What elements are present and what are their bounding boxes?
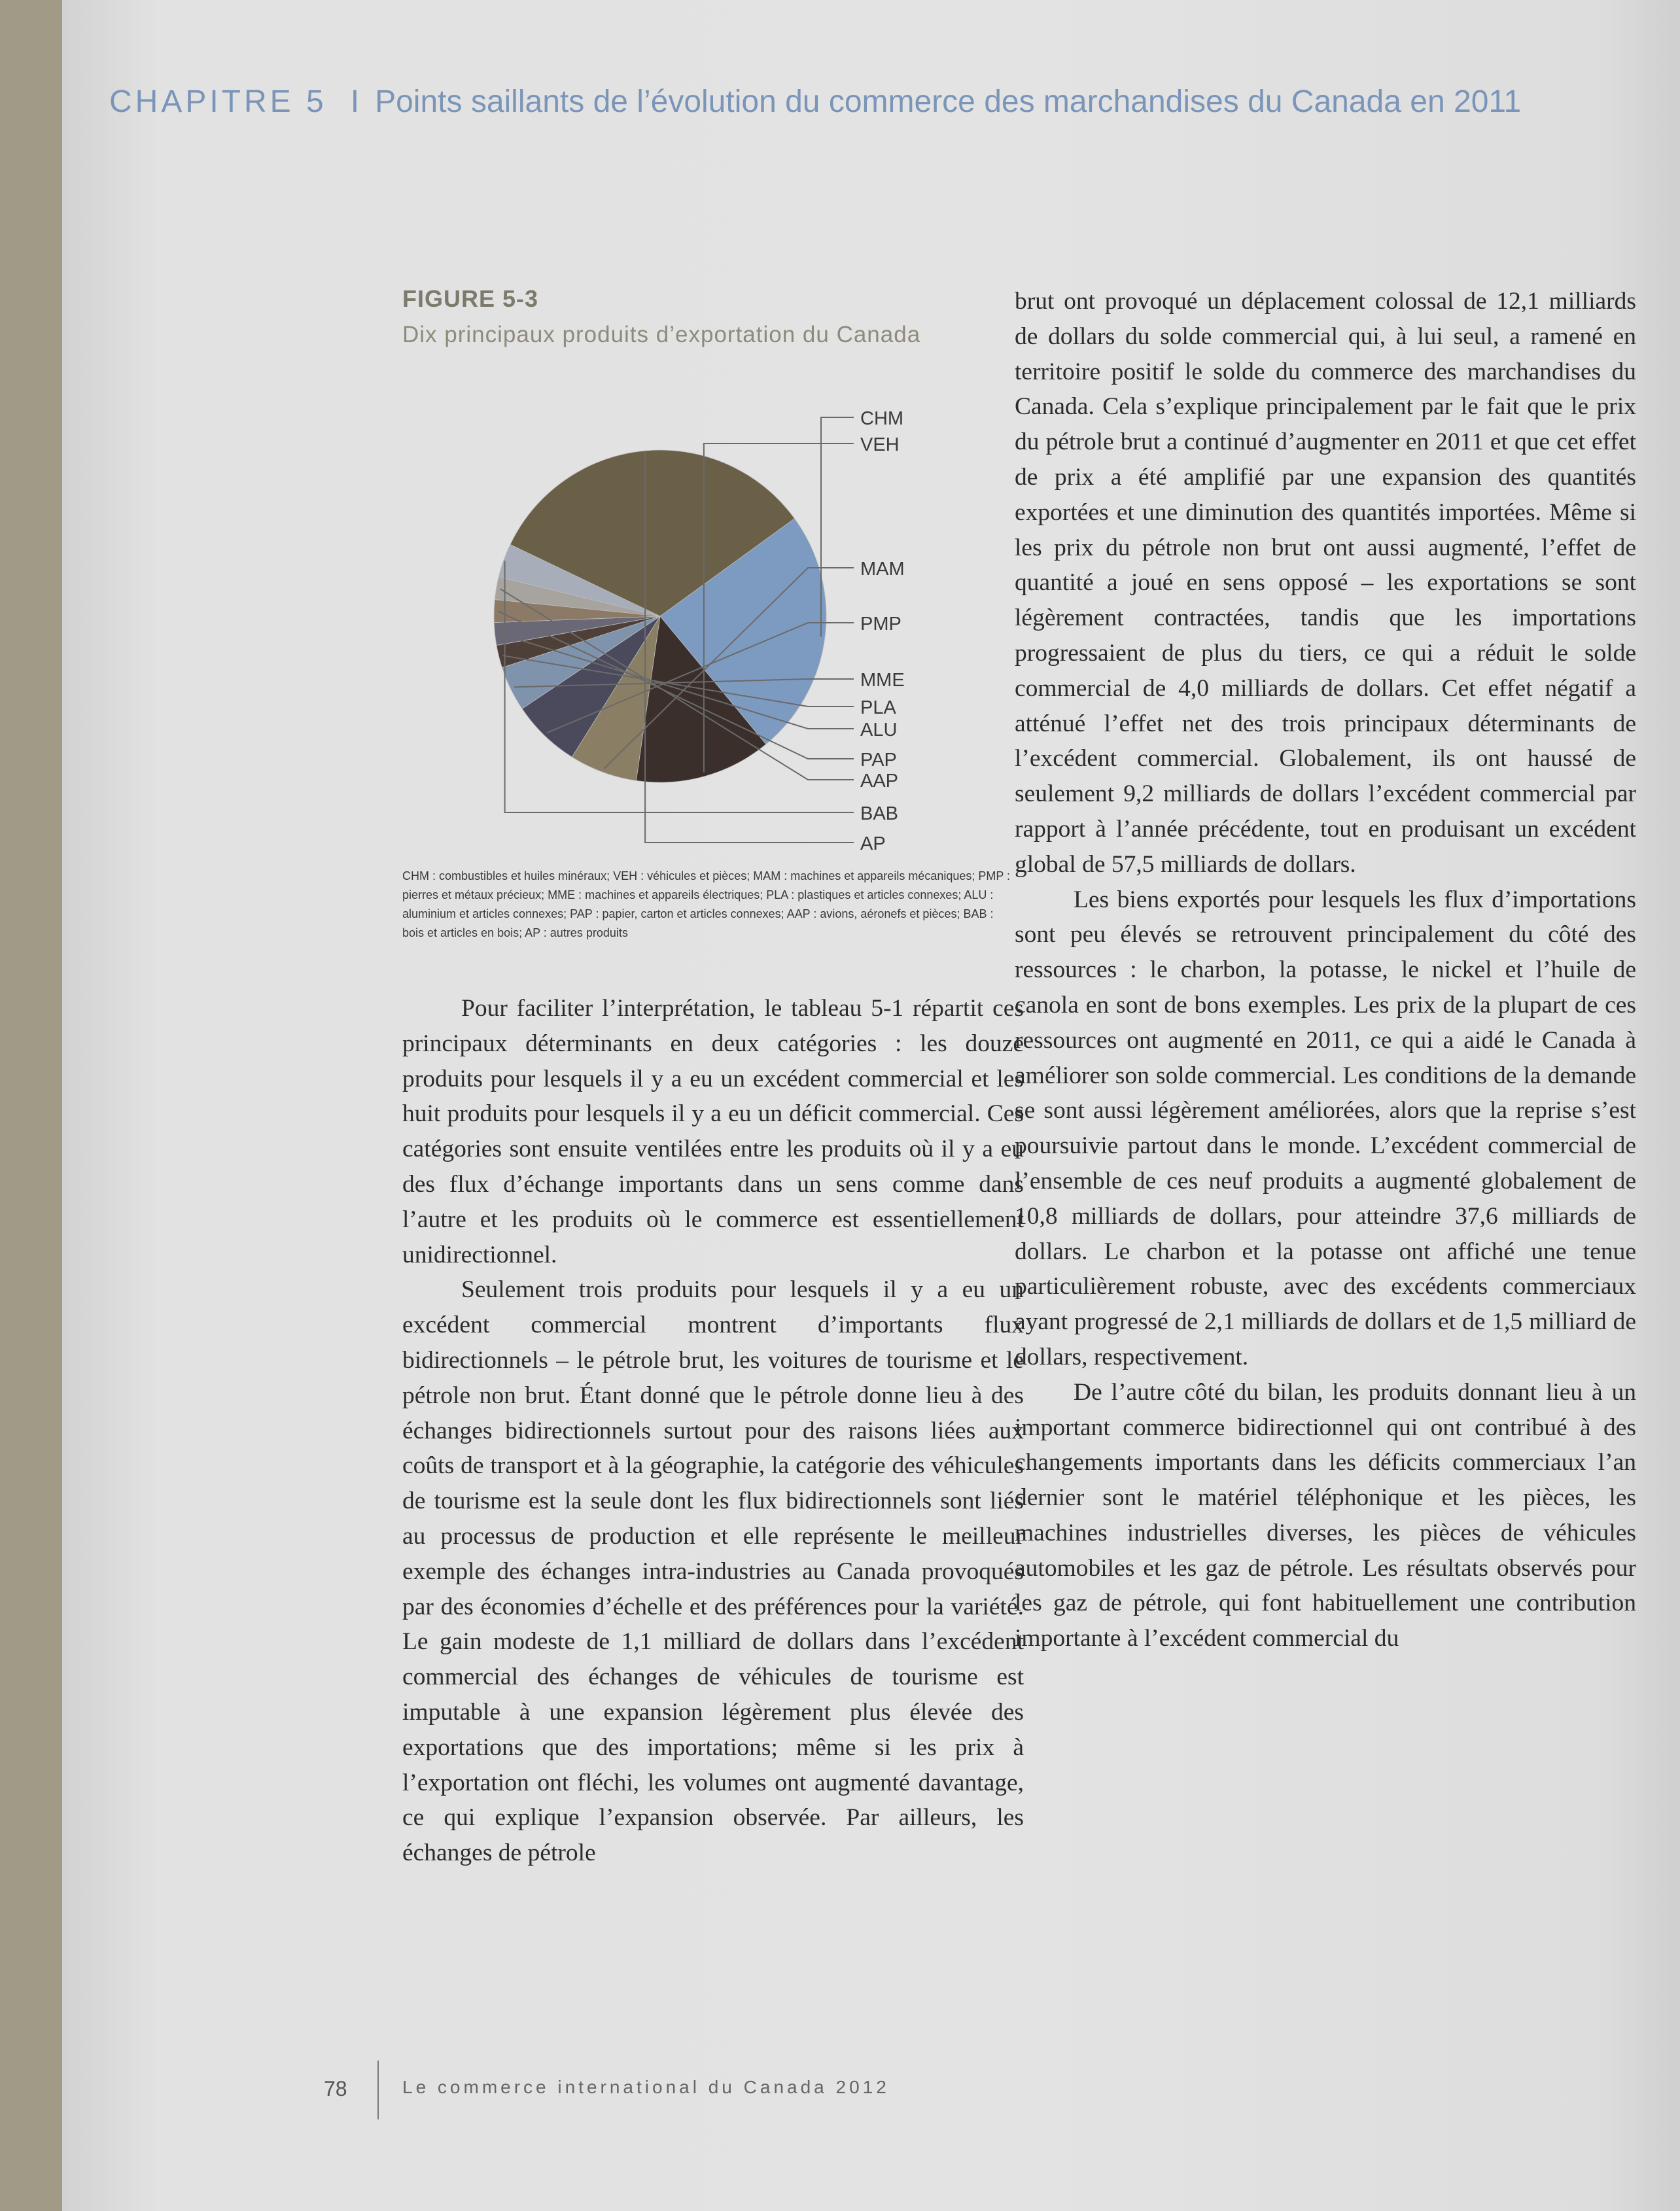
publication-title: Le commerce international du Canada 2012: [402, 2077, 890, 2097]
header-separator: I: [350, 84, 360, 119]
paragraph: De l’autre côté du bilan, les produits donnant lieu à un important commerce bidirectionnel qui ont contribué à des changements importants dans les déficits commerciaux l’an dernier sont le matériel téléphonique et les pièces, les machines industrielles diverses, les pièces de véhicules automobiles et les gaz de pétrole. Les résultats observés pour les gaz de pétrole, qui font habituellement une contribution importante à l’excédent commercial du: [1015, 1378, 1636, 1652]
book-binding: [0, 0, 62, 2211]
pie-label-chm: CHM: [860, 408, 904, 429]
pie-label-bab: BAB: [860, 803, 899, 824]
pie-label-pmp: PMP: [860, 614, 901, 635]
pie-chart: [402, 386, 965, 863]
paragraph: Les biens exportés pour lesquels les flux d’importations sont peu élevés se retrouvent principalement du côté des ressources : le charbon, la potasse, le nickel et l’huile de canola en sont de bons exemples. Les prix de la plupart de ces ressources ont augmenté en 2011, ce qui a aidé le Canada à améliorer son solde commercial. Les conditions de la demande se sont aussi légèrement améliorées, alors que la reprise s’est poursuivie partout dans le monde. L’excédent commercial de l’ensemble de ces neuf produits a augmenté globalement de 10,8 milliards de dollars, pour atteindre 37,6 milliards de dollars. Le charbon et la potasse ont affiché une tenue particulièrement robuste, avec des excédents commerciaux ayant progressé de 2,1 milliards de dollars et de 1,5 milliard de dollars, respectivement.: [1015, 886, 1636, 1370]
body-column-left: [402, 991, 1024, 1871]
pie-label-pap: PAP: [860, 750, 897, 771]
paragraph: Seulement trois produits pour lesquels il y a eu un excédent commercial montrent d’importants flux bidirectionnels – le pétrole brut, les voitures de tourisme et le pétrole non brut. Étant donné que le pétrole donne lieu à des échanges bidirectionnels surtout pour des raisons liées aux coûts de transport et à la géographie, la catégorie des véhicules de tourisme est la seule dont les flux bidirectionnels sont liés au processus de production et elle représente le meilleur exemple des échanges intra-industries au Canada provoqués par des économies d’échelle et des préférences pour la variété. Le gain modeste de 1,1 milliard de dollars dans l’excédent commercial des échanges de véhicules de tourisme est imputable à une expansion légèrement plus élevée des exportations que des importations; même si les prix à l’exportation ont fléchi, les volumes ont augmenté davantage, ce qui explique l’expansion observée. Par ailleurs, les échanges de pétrole: [402, 1276, 1024, 1867]
footer-divider: [377, 2061, 379, 2119]
paragraph: brut ont provoqué un déplacement colossal de 12,1 milliards de dollars du solde commercial qui, à lui seul, a ramené en territoire positif le solde du commerce des marchandises du Canada. Cela s’explique principalement par le fait que le prix du pétrole brut a continué d’augmenter en 2011 et que cet effet de prix a été amplifié par une expansion des quantités exportées et une diminution des quantités importées. Même si les prix du pétrole non brut ont aussi augmenté, l’effet de quantité a joué en sens opposé – les exportations se sont légèrement contractées, tandis que les importations progressaient de plus du tiers, ce qui a réduit le solde commercial de 4,0 milliards de dollars. Cet effet négatif a atténué l’effet net des trois principaux déterminants de l’excédent commercial. Globalement, ils ont haussé de seulement 9,2 milliards de dollars l’excédent commercial par rapport à l’année précédente, tout en produisant un excédent global de 57,5 milliards de dollars.: [1015, 288, 1636, 878]
pie-label-veh: VEH: [860, 434, 900, 455]
pie-label-mam: MAM: [860, 559, 905, 580]
running-header: [109, 84, 1679, 120]
figure-legend-text: CHM : combustibles et huiles minéraux; VEH : véhicules et pièces; MAM : machines et appareils mécaniques; PMP : pierres et métaux précieux; MME : machines et appareils électriques; PLA : plastiques et articles connexes; ALU : aluminium et articles connexes; PAP : papier, carton et articles connexes; AAP : avions, aéronefs et pièces; BAB : bois et articles en bois; AP : autres produits: [402, 869, 1011, 939]
figure-number: FIGURE 5-3: [402, 285, 539, 312]
chapter-title: Points saillants de l’évolution du commerce des marchandises du Canada en 2011: [375, 84, 1522, 119]
pie-label-aap: AAP: [860, 771, 899, 792]
page: [62, 0, 1680, 2211]
figure-caption: [402, 285, 1024, 348]
pie-label-alu: ALU: [860, 720, 898, 740]
body-column-right: [1015, 284, 1636, 1656]
pie-label-pla: PLA: [860, 697, 896, 718]
chapter-label: CHAPITRE 5: [109, 84, 327, 119]
pie-label-mme: MME: [860, 670, 905, 691]
page-number: 78: [324, 2077, 347, 2100]
pie-label-ap: AP: [860, 833, 886, 854]
figure-title: Dix principaux produits d’exportation du Canada: [402, 322, 921, 347]
paragraph: Pour faciliter l’interprétation, le tableau 5-1 répartit ces principaux déterminants en deux catégories : les douze produits pour lesquels il y a eu un excédent commercial et les huit produits pour lesquels il y a eu un déficit commercial. Ces catégories sont ensuite ventilées entre les produits où il y a eu des flux d’échange importants dans un sens comme dans l’autre et les produits où le commerce est essentiellement unidirectionnel.: [402, 995, 1024, 1268]
